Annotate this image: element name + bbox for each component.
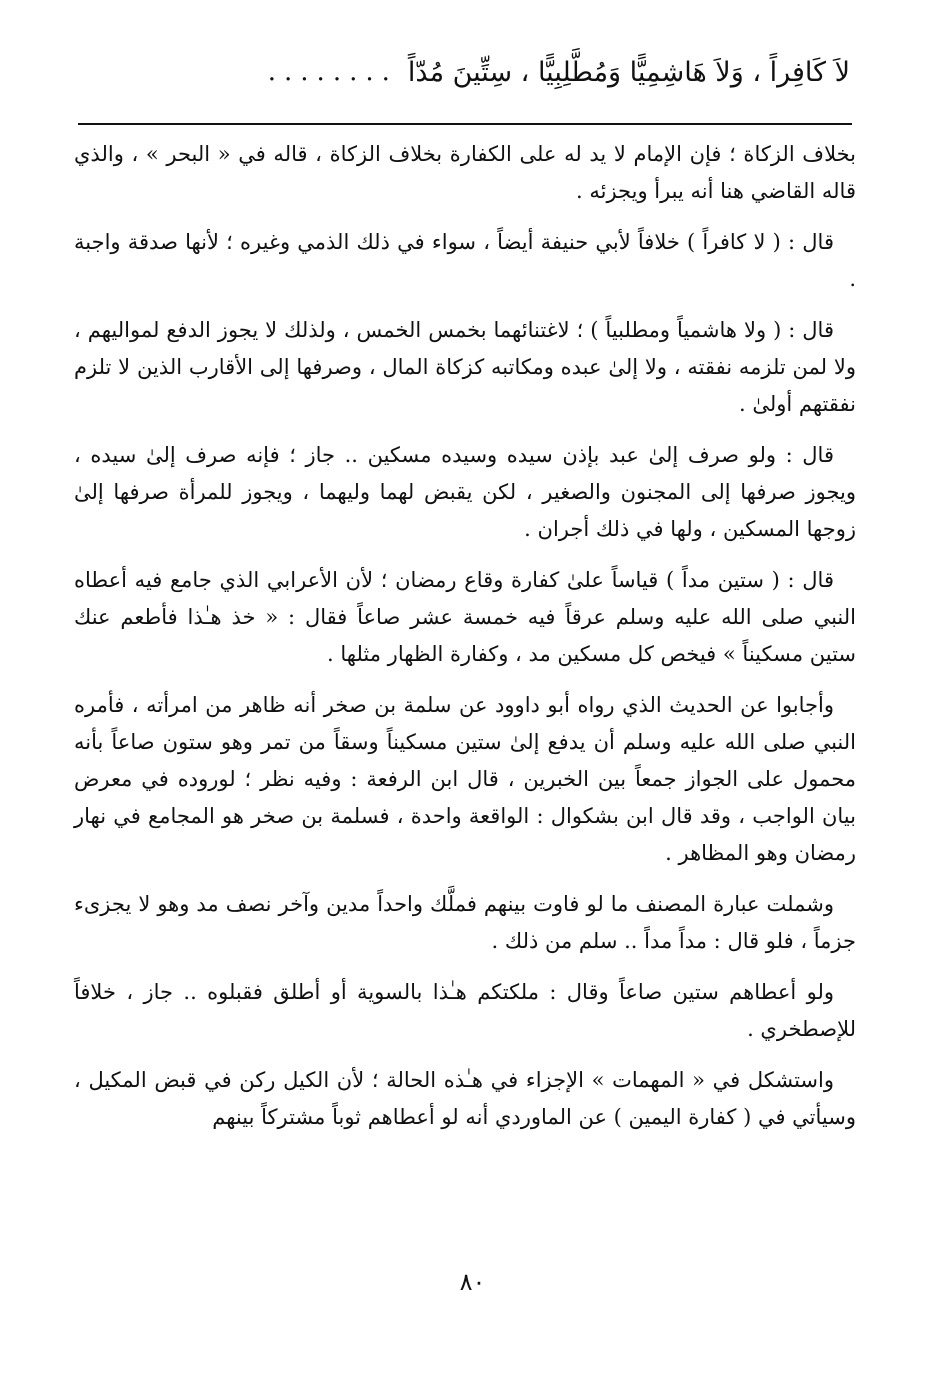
paragraph: قال : ( ولا هاشمياً ومطلبياً ) ؛ لاغتنائهما بخمس الخمس ، ولذلك لا يجوز الدفع لمواليهم ، ولا لمن تلزمه نفقته ، ولا إلىٰ عبده ومكاتبه كزكاة المال ، وصرفها إلى الأقارب الذين لا تلزم نفقتهم أولىٰ . — [74, 318, 856, 416]
paragraph: وشملت عبارة المصنف ما لو فاوت بينهم فملَّك واحداً مدين وآخر نصف مد وهو لا يجزىء جزماً ، فلو قال : مداً مداً .. سلم من ذلك . — [74, 892, 856, 953]
running-header — [78, 42, 850, 102]
paragraph: بخلاف الزكاة ؛ فإن الإمام لا يد له على الكفارة بخلاف الزكاة ، قاله في « البحر » ، والذي قاله القاضي هنا أنه يبرأ ويجزئه . — [74, 142, 856, 203]
paragraph: قال : ( لا كافراً ) خلافاً لأبي حنيفة أيضاً ، سواء في ذلك الذمي وغيره ؛ لأنها صدقة واجبة . — [74, 230, 856, 291]
paragraph: وأجابوا عن الحديث الذي رواه أبو داوود عن سلمة بن صخر أنه ظاهر من امرأته ، فأمره النبي صلى الله عليه وسلم أن يدفع إلىٰ ستين مسكيناً وسقاً من تمر وهو ستون صاعاً بأنه محمول على الجواز جمعاً بين الخبرين ، قال ابن الرفعة : وفيه نظر ؛ لوروده في معرض بيان الواجب ، وقد قال ابن بشكوال : الواقعة واحدة ، فسلمة بن صخر هو المجامع في نهار رمضان وهو المظاهر . — [74, 693, 856, 865]
paragraph: قال : ( ستين مداً ) قياساً علىٰ كفارة وقاع رمضان ؛ لأن الأعرابي الذي جامع فيه أعطاه النبي صلى الله عليه وسلم عرقاً فيه خمسة عشر صاعاً فقال : « خذ هـٰذا فأطعم عنك ستين مسكيناً » فيخص كل مسكين مد ، وكفارة الظهار مثلها . — [74, 568, 856, 666]
paragraph: قال : ولو صرف إلىٰ عبد بإذن سيده وسيده مسكين .. جاز ؛ فإنه صرف إلىٰ سيده ، ويجوز صرفها إلى المجنون والصغير ، لكن يقبض لهما وليهما ، ويجوز للمرأة صرفها إلىٰ زوجها المسكين ، ولها في ذلك أجران . — [74, 443, 856, 541]
paragraph: واستشكل في « المهمات » الإجزاء في هـٰذه الحالة ؛ لأن الكيل ركن في قبض المكيل ، وسيأتي في ( كفارة اليمين ) عن الماوردي أنه لو أعطاهم ثوباً مشتركاً بينهم — [74, 1068, 856, 1129]
header-title: لاَ كَافِراً ، وَلاَ هَاشِمِيًّا وَمُطَّلِبِيًّا ، سِتِّينَ مُدّاً — [407, 56, 850, 88]
header-rule — [78, 123, 852, 125]
body-text — [74, 136, 856, 1150]
header-dots: ........ — [267, 57, 398, 87]
paragraph: ولو أعطاهم ستين صاعاً وقال : ملكتكم هـٰذا بالسوية أو أطلق فقبلوه .. جاز ، خلافاً للإصطخري . — [74, 980, 856, 1041]
page-number: ٨٠ — [459, 1268, 486, 1296]
